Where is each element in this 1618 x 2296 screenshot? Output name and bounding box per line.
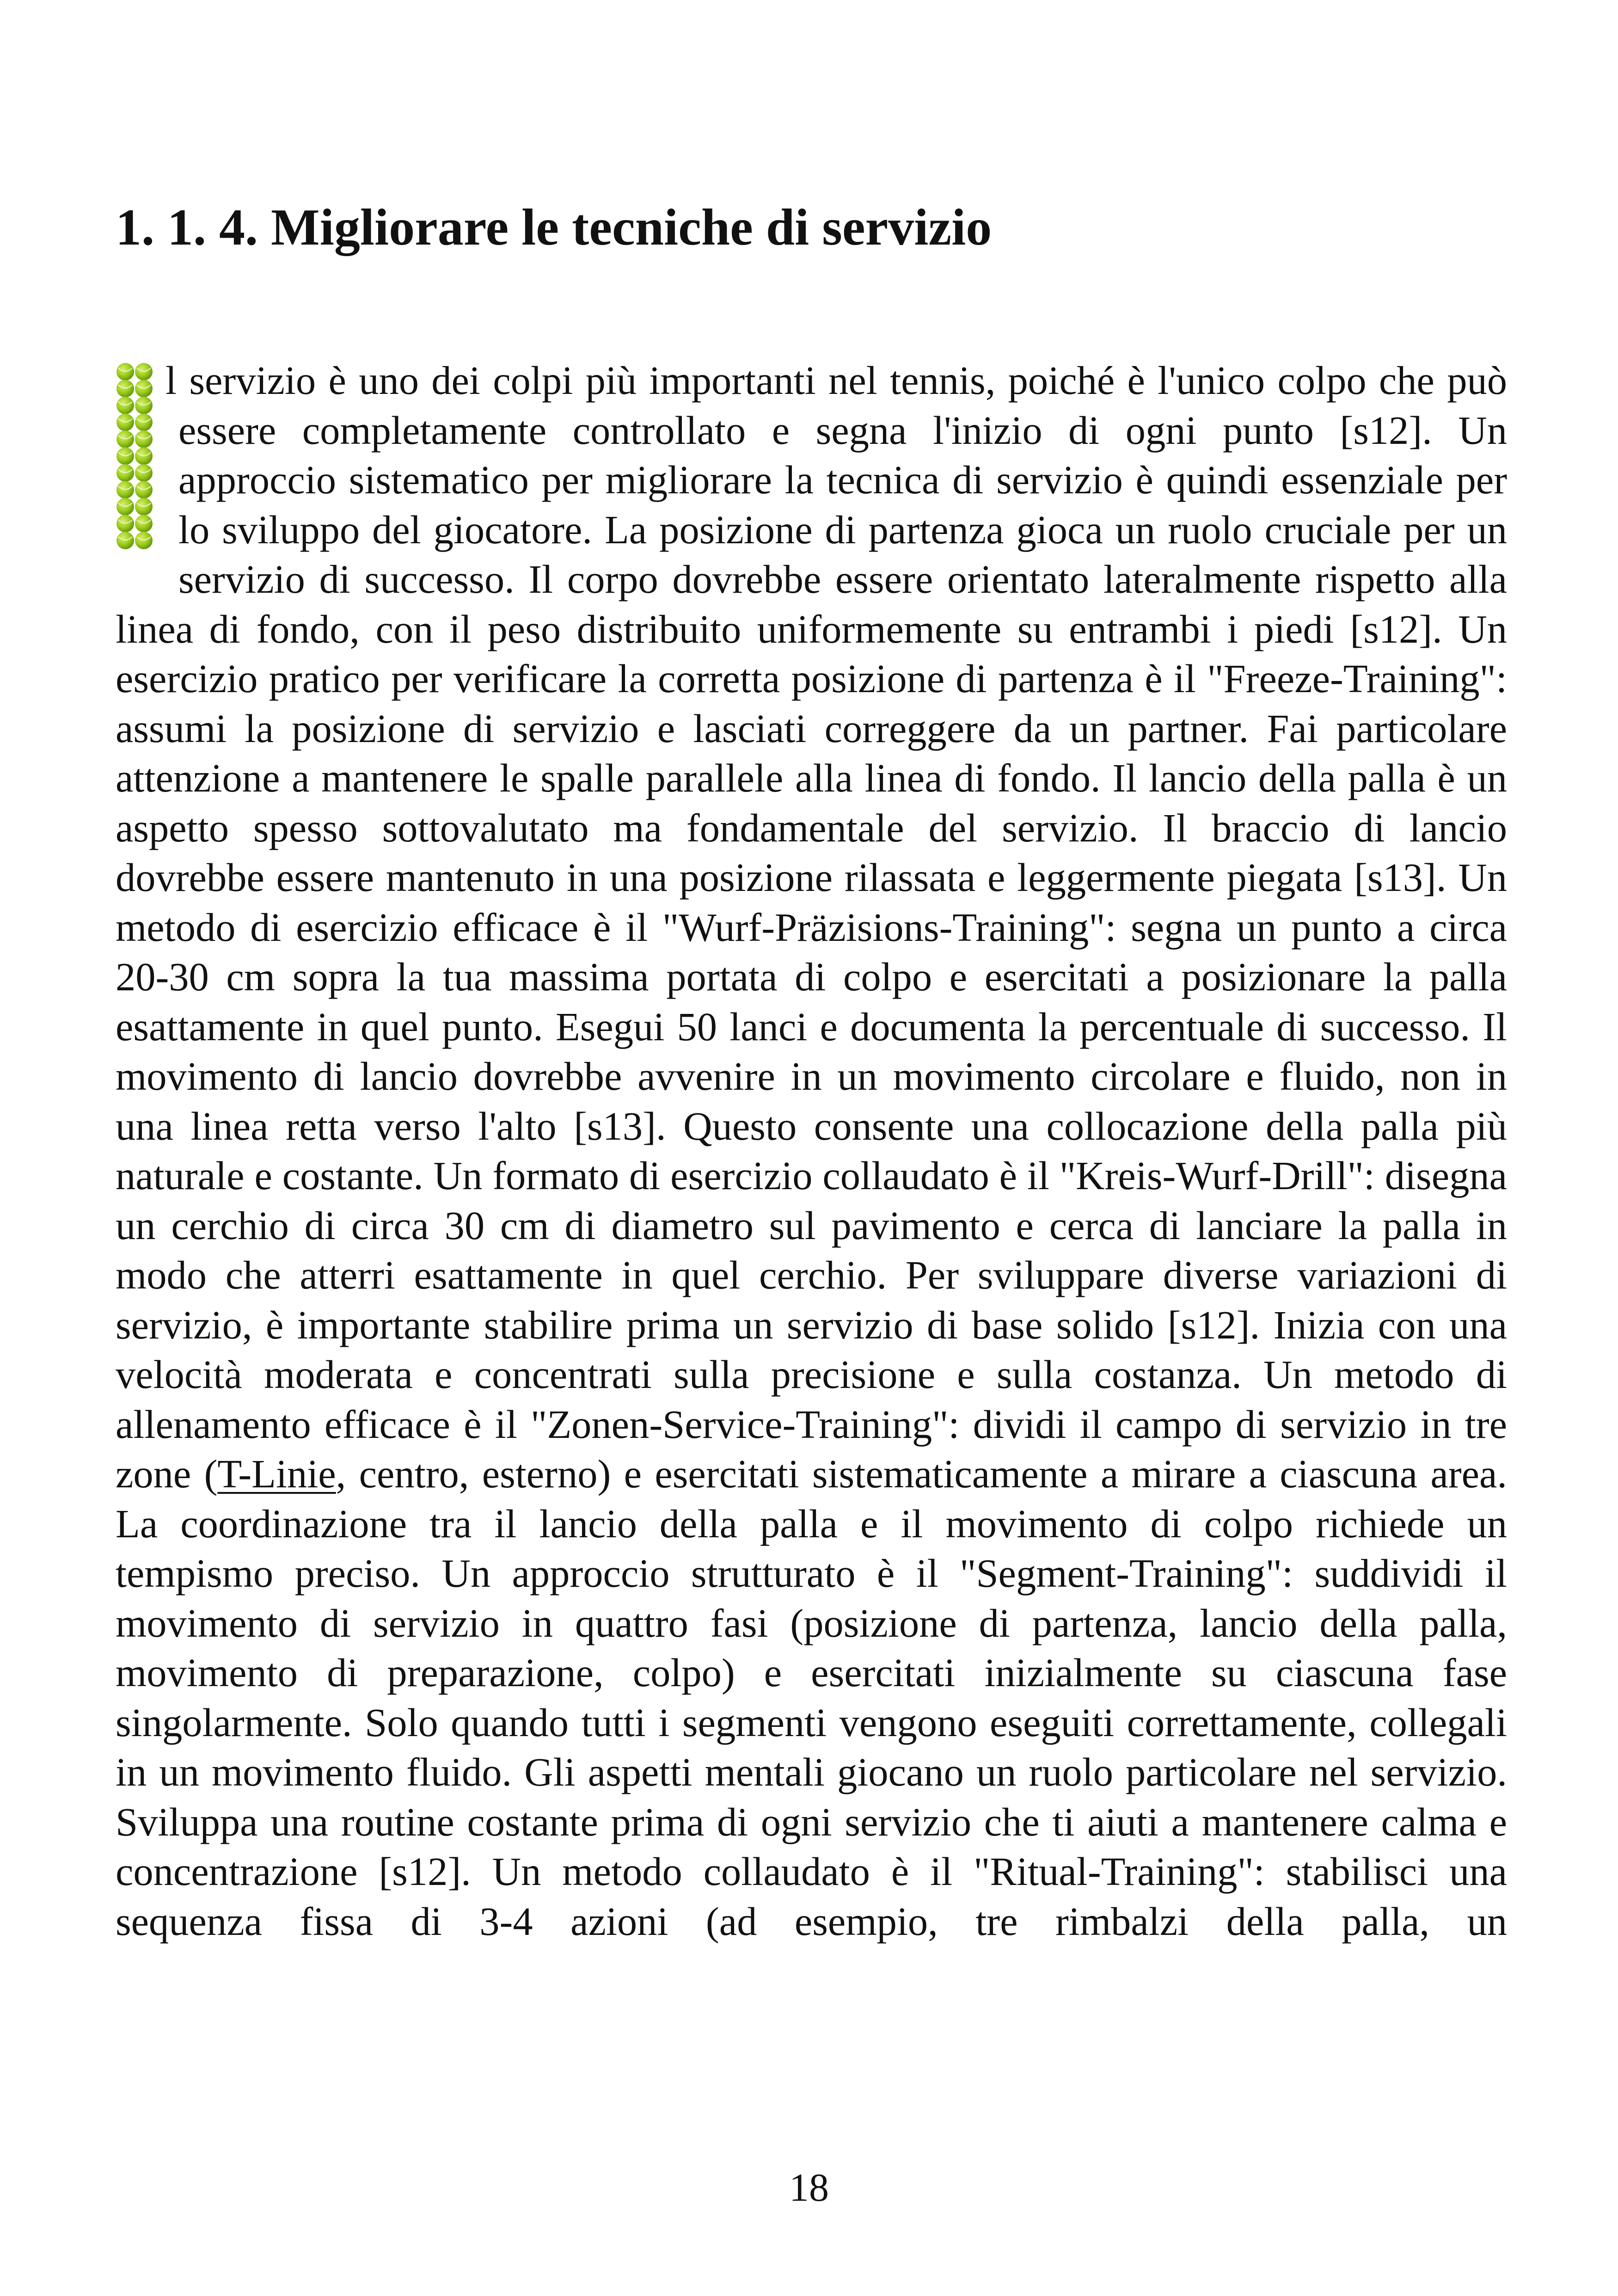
section-title: 1. 1. 4. Migliorare le tecniche di servizio	[116, 199, 992, 256]
tennis-ball-column	[116, 363, 153, 549]
body-paragraph	[116, 356, 1507, 1946]
page-number: 18	[789, 2165, 829, 2210]
tennis-ball-stack-icon	[116, 362, 153, 565]
dropcap-tennis-ball-stack-icon	[116, 362, 153, 565]
paragraph-rest-text: , centro, esterno) e esercitati sistematicamente a mirare a ciascuna area. La coordinazione tra il lancio della palla e il movimento di colpo richiede un tempismo preciso. Un approccio strutturato è il "Segment-Training": suddividi il movimento di servizio in quattro fasi (posizione di partenza, lancio della palla, movimento di preparazione, colpo) e esercitati inizialmente su ciascuna fase singolarmente. Solo quando tutti i segmenti vengono eseguiti correttamente, collegali in un movimento fluido. Gli aspetti mentali giocano un ruolo particolare nel servizio. Sviluppa una routine costante prima di ogni servizio che ti aiuti a mantenere calma e concentrazione [s12]. Un metodo collaudato è il "Ritual-Training": stabilisci una sequenza fissa di 3-4 azioni (ad esempio, tre rimbalzi della palla, un	[116, 1452, 1507, 1944]
paragraph-lead-text: l servizio è uno dei colpi più importanti nel tennis, poiché è l'unico colpo che può essere completamente controllato e segna l'inizio di ogni punto [s12]. Un approccio sistematico per migliorare la tecnica di servizio è quindi essenziale per lo sviluppo del giocatore. La posizione di partenza gioca un ruolo cruciale per un servizio di successo. Il corpo dovrebbe essere orientato lateralmente rispetto alla linea di fondo, con il peso distribuito uniformemente su entrambi i piedi [s12]. Un esercizio pratico per verificare la corretta posizione di partenza è il "Freeze-Training": assumi la posizione di servizio e lasciati correggere da un partner. Fai particolare attenzione a mantenere le spalle parallele alla linea di fondo. Il lancio della palla è un aspetto spesso sottovalutato ma fondamentale del servizio. Il braccio di lancio dovrebbe essere mantenuto in una posizione rilassata e leggermente piegata [s13]. Un metodo di esercizio efficace è il "Wurf-Präzisions-Training": segna un punto a circa 20-30 cm sopra la tua massima portata di colpo e esercitati a posizionare la palla esattamente in quel punto. Esegui 50 lanci e documenta la percentuale di successo. Il movimento di lancio dovrebbe avvenire in un movimento circolare e fluido, non in una linea retta verso l'alto [s13]. Questo consente una collocazione della palla più naturale e costante. Un formato di esercizio collaudato è il "Kreis-Wurf-Drill": disegna un cerchio di circa 30 cm di diametro sul pavimento e cerca di lanciare la palla in modo che atterri esattamente in quel cerchio. Per sviluppare diverse variazioni di servizio, è importante stabilire prima un servizio di base solido [s12]. Inizia con una velocità moderata e concentrati sulla precisione e sulla costanza. Un metodo di allenamento efficace è il "Zonen-Service-Training": dividi il campo di servizio in tre zone (	[116, 358, 1507, 1496]
t-linie-link[interactable]: T-Linie	[217, 1452, 336, 1496]
body-block	[116, 356, 1507, 1946]
